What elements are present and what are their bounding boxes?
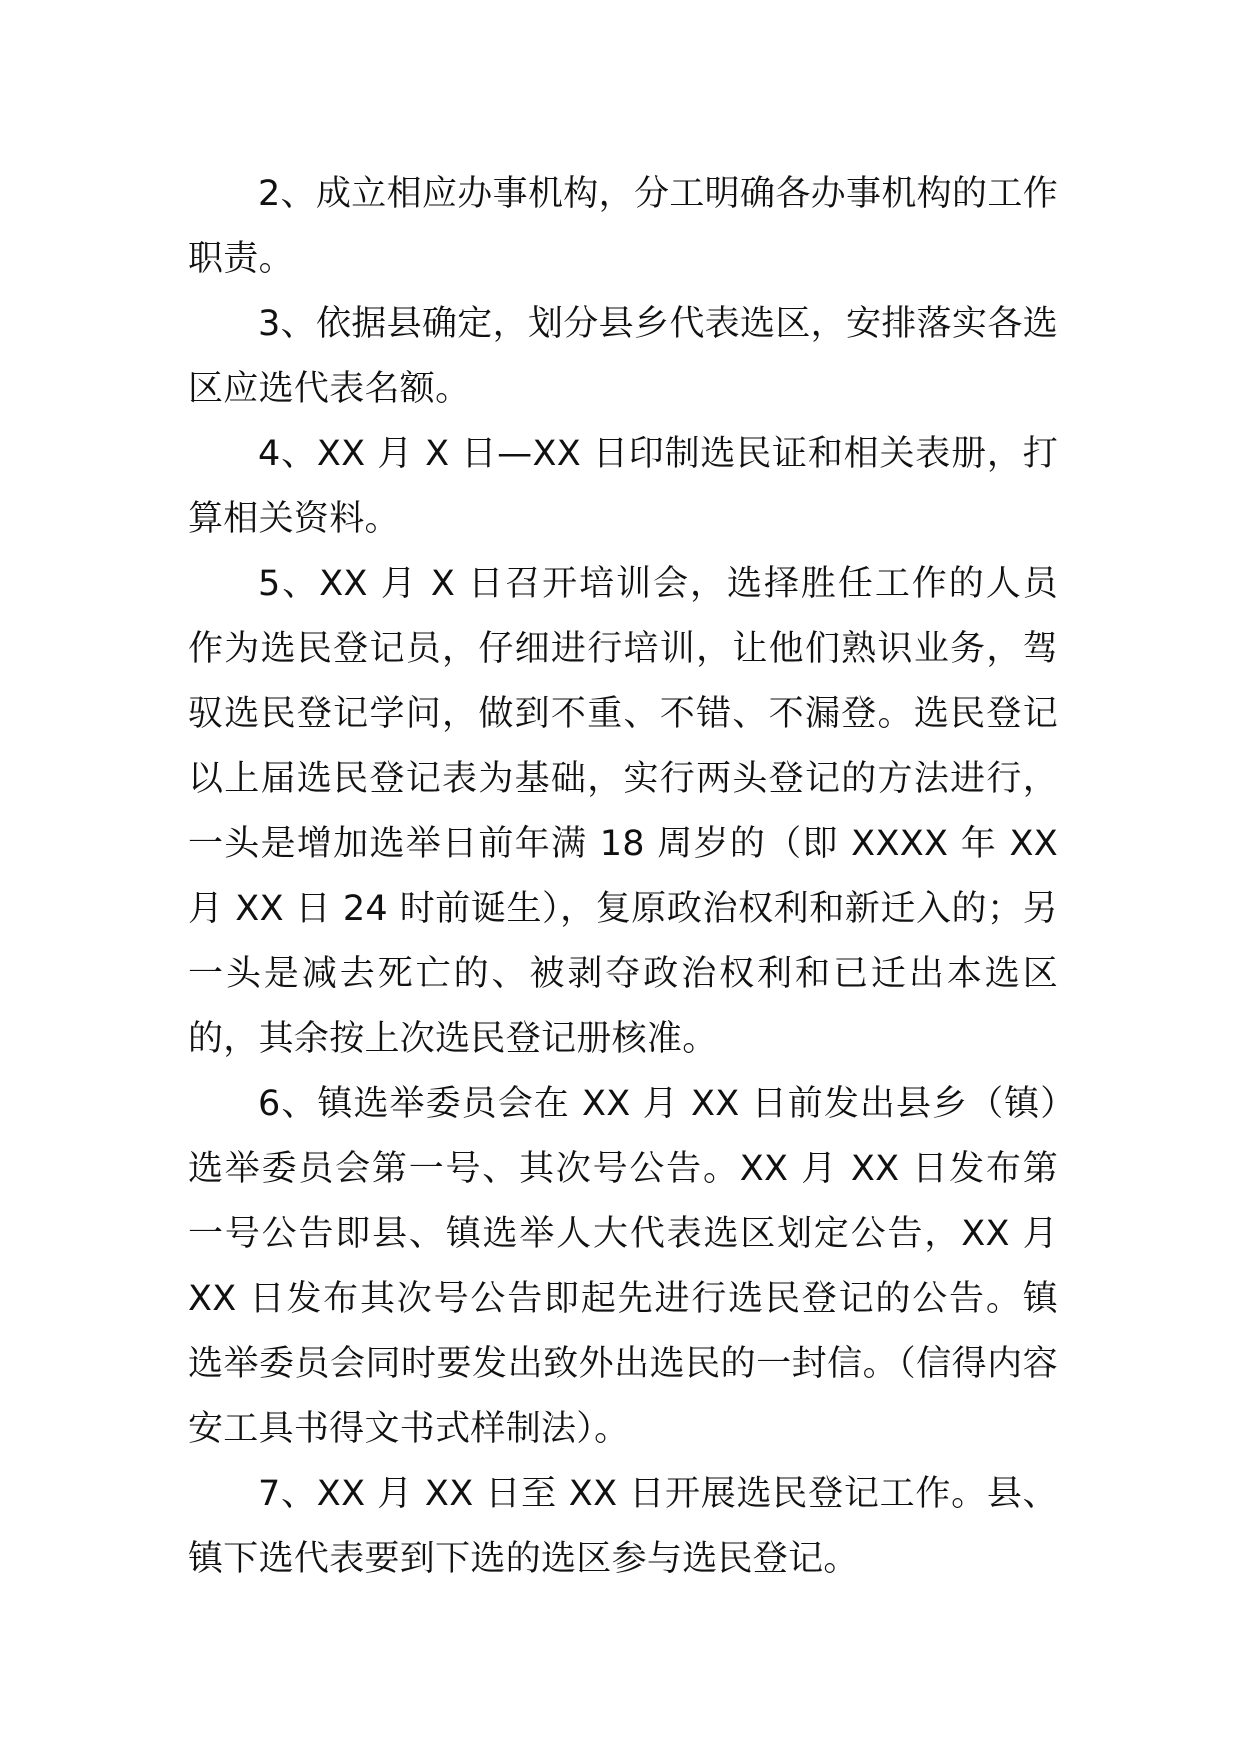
document-body xyxy=(188,162,1058,1592)
paragraph-item-4: 4、XX 月 X 日—XX 日印制选民证和相关表册，打算相关资料。 xyxy=(188,434,1058,539)
paragraph-item-7: 7、XX 月 XX 日至 XX 日开展选民登记工作。县、镇下选代表要到下选的选区参与选民登记。 xyxy=(188,1474,1058,1579)
paragraph-item-2: 2、成立相应办事机构，分工明确各办事机构的工作职责。 xyxy=(188,174,1058,279)
paragraph-item-3: 3、依据县确定，划分县乡代表选区，安排落实各选区应选代表名额。 xyxy=(188,304,1058,409)
paragraph-item-5: 5、XX 月 X 日召开培训会，选择胜任工作的人员作为选民登记员，仔细进行培训，让他们熟识业务，驾驭选民登记学问，做到不重、不错、不漏登。选民登记以上届选民登记表为基础，实行两头登记的方法进行，一头是增加选举日前年满 18 周岁的（即 XXXX 年 XX 月 XX 日 24 时前诞生），复原政治权利和新迁入的；另一头是减去死亡的、被剥夺政治权利和已迁出本选区的，其余按上次选民登记册核准。 xyxy=(188,564,1058,1059)
paragraph-item-6: 6、镇选举委员会在 XX 月 XX 日前发出县乡（镇）选举委员会第一号、其次号公告。XX 月 XX 日发布第一号公告即县、镇选举人大代表选区划定公告，XX 月 XX 日发布其次号公告即起先进行选民登记的公告。镇选举委员会同时要发出致外出选民的一封信。（信得内容安工具书得文书式样制法）。 xyxy=(188,1084,1058,1449)
